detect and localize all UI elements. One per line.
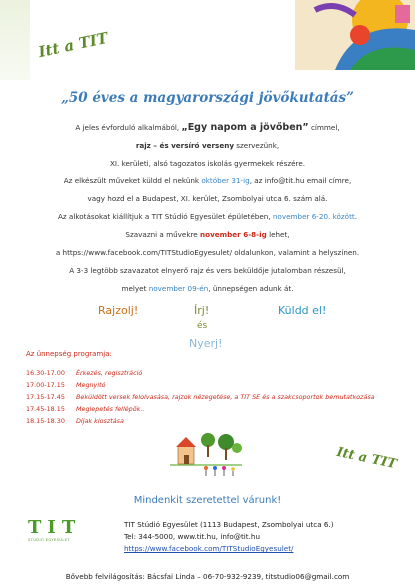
ceremony-post: , ünnepségen adunk át. <box>208 284 294 293</box>
competition-rest: szervezünk, <box>234 141 280 150</box>
audience-line: XI. kerületi, alsó tagozatos iskolás gyermekek részére. <box>109 159 306 168</box>
program-time: 17.45-18.15 <box>26 405 65 413</box>
program-time: 17.15-17.45 <box>26 393 65 401</box>
cta-write: Írj! <box>194 304 210 317</box>
cta-win: Nyerj! <box>189 337 223 350</box>
competition-line <box>0 141 415 150</box>
voting-line <box>0 230 415 239</box>
voting-dates: november 6-8-ig <box>200 230 267 239</box>
footer-info: Bővebb felvilágosítás: Bácsfai Linda – 06-70-932-9239, titstudio06@gmail.com <box>65 572 350 581</box>
program-row <box>26 381 106 389</box>
program-row <box>26 417 124 425</box>
program-row <box>26 369 142 377</box>
cta-send: Küldd el! <box>278 304 327 317</box>
program-time: 18.15-18.30 <box>26 417 65 425</box>
program-desc: Díjak kiosztása <box>76 417 124 425</box>
ceremony-pre: melyet <box>121 284 149 293</box>
org-address: TIT Stúdió Egyesület (1113 Budapest, Zsombolyai utca 6.) <box>124 520 334 529</box>
exhibition-post: . <box>354 212 358 221</box>
contact-phone: Tel: 344-5000, www.tit.hu, info@tit.hu <box>124 532 261 541</box>
address-line: vagy hozd el a Budapest, XI. kerület, Zsombolyai utca 6. szám alá. <box>87 194 328 203</box>
program-desc: Beküldött versek felolvasása, rajzok nézegetése, a TIT SE és a szakcsoportok bemutatkozása <box>76 393 375 401</box>
program-desc: Megnyitó <box>76 381 106 389</box>
itt-a-tit-stamp-right: Itt a TIT <box>335 444 398 473</box>
page-title: „50 éves a magyarországi jövőkutatás” <box>61 90 354 106</box>
corner-artwork-image <box>295 0 415 70</box>
program-desc: Érkezés, regisztráció <box>76 369 143 377</box>
program-time: 17.00-17.15 <box>26 381 65 389</box>
program-row <box>26 405 144 413</box>
exhibition-dates: november 6-20. között <box>272 212 355 221</box>
child-drawing-image <box>168 428 244 480</box>
program-row <box>26 393 375 401</box>
voting-pre: Szavazni a művekre <box>125 230 201 239</box>
logo-letters: TIT <box>28 517 82 538</box>
voting-post: lehet, <box>266 230 290 239</box>
welcome-message: Mindenkit szeretettel várunk! <box>133 495 282 506</box>
submission-post: , az info@tit.hu email címre, <box>249 176 352 185</box>
exhibition-pre: Az alkotásokat kiállítjuk a TIT Stúdió Egyesület épületében, <box>57 212 273 221</box>
intro-pre: A jeles évforduló alkalmából, <box>75 123 180 132</box>
program-time: 16.30-17.00 <box>26 369 65 377</box>
ceremony-line <box>0 284 415 293</box>
cta-draw: Rajzolj! <box>98 304 139 317</box>
facebook-link[interactable]: https://www.facebook.com/TITStudioEgyesulet/ <box>124 544 294 553</box>
program-heading: Az ünnepség programja: <box>26 350 112 358</box>
ceremony-date: november 09-én <box>148 284 209 293</box>
program-desc: Meglepetés fellépők.. <box>76 405 145 413</box>
competition-name: rajz – és versíró verseny <box>135 141 234 150</box>
submission-line <box>0 176 415 185</box>
intro-post: címmel, <box>310 123 340 132</box>
itt-a-tit-stamp: Itt a TIT <box>36 28 110 62</box>
facebook-line: a https://www.facebook.com/TITStudioEgyesulet/ oldalunkon, valamint a helyszínen. <box>55 248 360 257</box>
prize-line: A 3-3 legtöbb szavazatot elnyerő rajz és vers beküldője jutalomban részesül, <box>69 266 346 275</box>
submission-pre: Az elkészült műveket küldd el nekünk <box>63 176 202 185</box>
cta-and: és <box>197 321 208 331</box>
tit-logo <box>28 517 86 542</box>
corner-decoration <box>0 0 30 80</box>
exhibition-line <box>0 212 415 221</box>
logo-subtitle: STÚDIÓ EGYESÜLET <box>28 538 71 542</box>
intro-line <box>0 122 415 133</box>
submission-deadline: október 31-ig <box>201 176 250 185</box>
event-title: „Egy napom a jövőben” <box>181 122 309 133</box>
